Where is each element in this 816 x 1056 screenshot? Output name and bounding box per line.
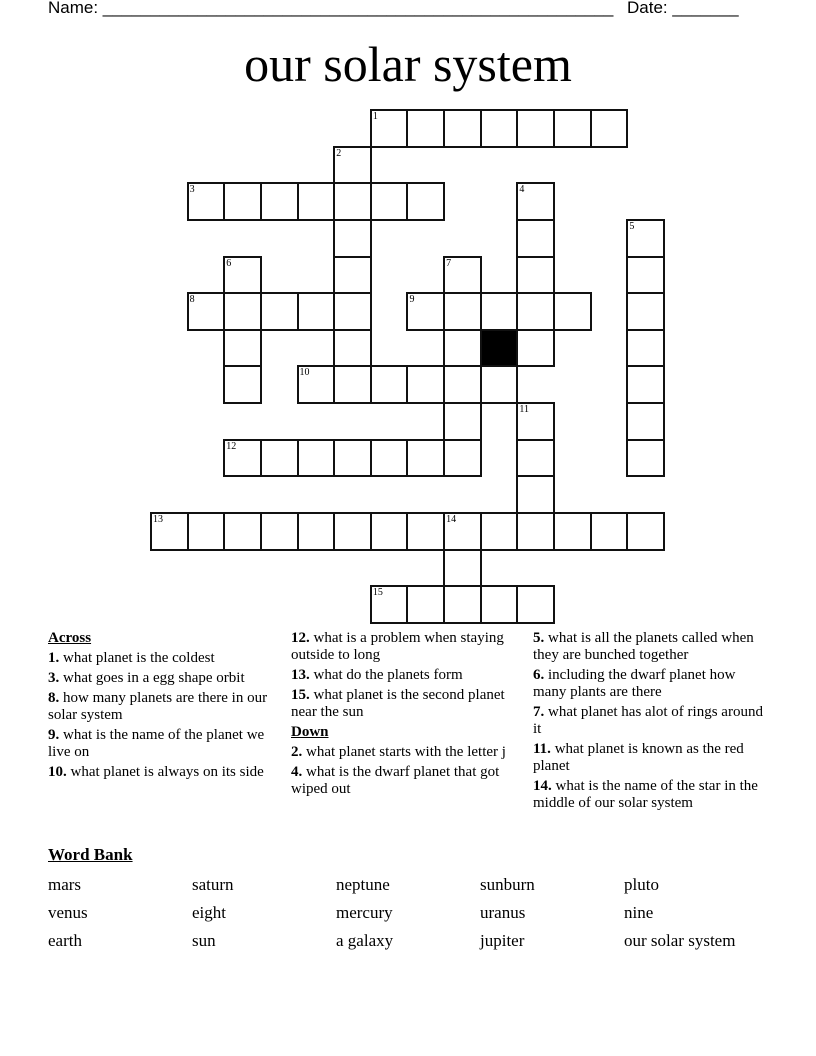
clue-text: what is the name of the planet we live on [48, 727, 265, 760]
crossword-cell[interactable] [370, 365, 409, 404]
word-bank-heading: Word Bank [48, 845, 133, 864]
date-field-label: Date: _______ [627, 0, 739, 17]
crossword-cell[interactable] [297, 512, 336, 551]
crossword-black-cell [480, 329, 519, 368]
clue-number-label: 7 [446, 257, 452, 269]
crossword-cell[interactable] [626, 402, 665, 441]
crossword-cell[interactable] [223, 365, 262, 404]
crossword-cell[interactable] [333, 256, 372, 295]
clue-text: what is all the planets called when they are bunched together [533, 630, 754, 663]
crossword-cell[interactable] [626, 292, 665, 331]
crossword-cell[interactable] [626, 219, 665, 258]
clue-text: what planet is the second planet near the sun [291, 687, 505, 720]
clues-column-3 [533, 630, 768, 815]
clue-number-label: 6 [226, 257, 232, 269]
clue-across-9 [48, 727, 273, 761]
crossword-cell[interactable] [626, 329, 665, 368]
clue-across-1 [48, 650, 273, 667]
crossword-cell[interactable] [260, 512, 299, 551]
crossword-cell[interactable] [406, 182, 445, 221]
clue-number-label: 12 [226, 440, 237, 452]
crossword-cell[interactable] [223, 329, 262, 368]
clue-number: 5. [533, 630, 545, 646]
clue-down-5 [533, 630, 768, 664]
crossword-cell[interactable] [370, 512, 409, 551]
crossword-cell[interactable] [187, 182, 226, 221]
clue-number-label: 2 [336, 147, 342, 159]
clue-number-label: 1 [372, 111, 378, 122]
clue-number: 12. [291, 630, 310, 646]
clue-text: what is the dwarf planet that got wiped out [291, 764, 500, 797]
crossword-cell[interactable] [223, 256, 262, 295]
clue-text: what planet is always on its side [70, 764, 264, 780]
clue-text: what is a problem when staying outside to long [291, 630, 504, 663]
crossword-cell[interactable] [260, 292, 299, 331]
clue-down-7 [533, 704, 768, 738]
crossword-cell[interactable] [553, 109, 592, 148]
crossword-cell[interactable] [297, 439, 336, 478]
word-bank-item: sunburn [480, 875, 535, 894]
clue-number: 13. [291, 667, 310, 683]
clue-number-label: 9 [409, 294, 415, 306]
clue-down-6 [533, 667, 768, 701]
crossword-cell[interactable] [480, 585, 519, 624]
clue-down-2 [291, 744, 521, 761]
crossword-cell[interactable] [516, 439, 555, 478]
clues-column-1 [48, 630, 273, 784]
crossword-cell[interactable] [333, 292, 372, 331]
crossword-cell[interactable] [370, 182, 409, 221]
crossword-cell[interactable] [443, 439, 482, 478]
clue-across-10 [48, 764, 273, 781]
crossword-cell[interactable] [223, 292, 262, 331]
clue-across-12 [291, 630, 521, 664]
word-bank-item: uranus [480, 903, 526, 922]
crossword-cell[interactable] [297, 182, 336, 221]
clue-text: what planet starts with the letter j [306, 744, 506, 760]
clue-across-8 [48, 690, 273, 724]
word-bank-item: jupiter [480, 931, 525, 950]
crossword-cell[interactable] [516, 256, 555, 295]
crossword-cell[interactable] [553, 512, 592, 551]
clue-number-label: 4 [519, 184, 525, 196]
down-heading: Down [291, 724, 329, 740]
word-bank-item: sun [192, 931, 216, 950]
crossword-cell[interactable] [333, 146, 372, 185]
clue-number-label: 8 [189, 294, 195, 306]
clues-column-2 [291, 630, 521, 801]
crossword-cell[interactable] [516, 219, 555, 258]
crossword-cell[interactable] [406, 439, 445, 478]
crossword-cell[interactable] [370, 109, 409, 148]
word-bank-item: mars [48, 875, 82, 894]
crossword-cell[interactable] [443, 549, 482, 588]
crossword-cell[interactable] [223, 439, 262, 478]
clue-number-label: 3 [189, 184, 195, 196]
word-bank-item: earth [48, 931, 82, 950]
crossword-cell[interactable] [333, 512, 372, 551]
clue-number: 2. [291, 744, 303, 760]
crossword-cell[interactable] [480, 365, 519, 404]
crossword-cell[interactable] [590, 512, 629, 551]
crossword-cell[interactable] [516, 402, 555, 441]
clue-number: 9. [48, 727, 60, 743]
crossword-cell[interactable] [406, 109, 445, 148]
word-bank-item: eight [192, 903, 226, 922]
clue-text: what planet has alot of rings around it [533, 704, 763, 737]
crossword-cell[interactable] [443, 585, 482, 624]
crossword-cell[interactable] [150, 512, 189, 551]
clue-number-label: 10 [299, 367, 310, 379]
word-bank-item: our solar system [624, 931, 736, 950]
crossword-cell[interactable] [406, 512, 445, 551]
crossword-cell[interactable] [223, 182, 262, 221]
clue-number-label: 14 [446, 514, 457, 526]
crossword-cell[interactable] [297, 365, 336, 404]
crossword-cell[interactable] [260, 439, 299, 478]
clue-text: how many planets are there in our solar system [48, 690, 268, 723]
clue-text: including the dwarf planet how many plants are there [533, 667, 736, 700]
clue-down-4 [291, 764, 521, 798]
crossword-cell[interactable] [443, 109, 482, 148]
word-bank-item: venus [48, 903, 88, 922]
crossword-cell[interactable] [443, 256, 482, 295]
crossword-cell[interactable] [590, 109, 629, 148]
page-title: our solar system [244, 36, 572, 92]
crossword-cell[interactable] [297, 292, 336, 331]
clue-number: 7. [533, 704, 545, 720]
name-field-label: Name: ______________________________________________________ [48, 0, 614, 17]
crossword-cell[interactable] [516, 512, 555, 551]
crossword-cell[interactable] [406, 292, 445, 331]
word-bank-item: mercury [336, 903, 393, 922]
crossword-cell[interactable] [187, 512, 226, 551]
crossword-cell[interactable] [626, 256, 665, 295]
crossword-cell[interactable] [443, 365, 482, 404]
clue-text: what goes in a egg shape orbit [63, 670, 245, 686]
crossword-cell[interactable] [260, 182, 299, 221]
crossword-cell[interactable] [626, 512, 665, 551]
clue-number-label: 11 [519, 404, 530, 416]
crossword-cell[interactable] [626, 365, 665, 404]
clue-number: 10. [48, 764, 67, 780]
word-bank-item: nine [624, 903, 654, 922]
crossword-cell[interactable] [553, 292, 592, 331]
crossword-cell[interactable] [626, 439, 665, 478]
clue-number-label: 15 [372, 587, 383, 599]
clue-number: 6. [533, 667, 545, 683]
clue-across-3 [48, 670, 273, 687]
clue-text: what planet is known as the red planet [533, 741, 744, 774]
word-bank-item: saturn [192, 875, 234, 894]
crossword-cell[interactable] [333, 329, 372, 368]
crossword-cell[interactable] [480, 292, 519, 331]
crossword-cell[interactable] [516, 109, 555, 148]
crossword-cell[interactable] [370, 439, 409, 478]
across-heading: Across [48, 630, 92, 646]
crossword-cell[interactable] [516, 585, 555, 624]
crossword-cell[interactable] [223, 512, 262, 551]
crossword-cell[interactable] [480, 109, 519, 148]
crossword-cell[interactable] [333, 182, 372, 221]
clue-text: what planet is the coldest [63, 650, 215, 666]
clue-across-15 [291, 687, 521, 721]
clue-text: what do the planets form [313, 667, 463, 683]
crossword-cell[interactable] [516, 329, 555, 368]
crossword-cell[interactable] [370, 585, 409, 624]
crossword-cell[interactable] [187, 292, 226, 331]
clue-number: 1. [48, 650, 60, 666]
clue-text: what is the name of the star in the middle of our solar system [533, 778, 758, 811]
crossword-cell[interactable] [516, 475, 555, 514]
crossword-cell[interactable] [443, 402, 482, 441]
clue-down-14 [533, 778, 768, 812]
crossword-cell[interactable] [516, 292, 555, 331]
word-bank-item: neptune [336, 875, 390, 894]
crossword-cell[interactable] [443, 329, 482, 368]
clue-number: 4. [291, 764, 303, 780]
crossword-cell[interactable] [406, 585, 445, 624]
crossword-cell[interactable] [333, 365, 372, 404]
crossword-cell[interactable] [333, 439, 372, 478]
clue-number: 3. [48, 670, 60, 686]
crossword-cell[interactable] [480, 512, 519, 551]
clue-across-13 [291, 667, 521, 684]
crossword-cell[interactable] [333, 219, 372, 258]
crossword-cell[interactable] [516, 182, 555, 221]
clue-down-11 [533, 741, 768, 775]
clue-number: 14. [533, 778, 552, 794]
crossword-cell[interactable] [443, 512, 482, 551]
clue-number-label: 5 [629, 220, 635, 232]
word-bank-item: a galaxy [336, 931, 394, 950]
clue-number: 11. [533, 741, 551, 757]
crossword-cell[interactable] [406, 365, 445, 404]
clue-number-label: 13 [153, 514, 163, 526]
clue-number: 15. [291, 687, 310, 703]
word-bank-item: pluto [624, 875, 659, 894]
crossword-cell[interactable] [443, 292, 482, 331]
clue-number: 8. [48, 690, 60, 706]
